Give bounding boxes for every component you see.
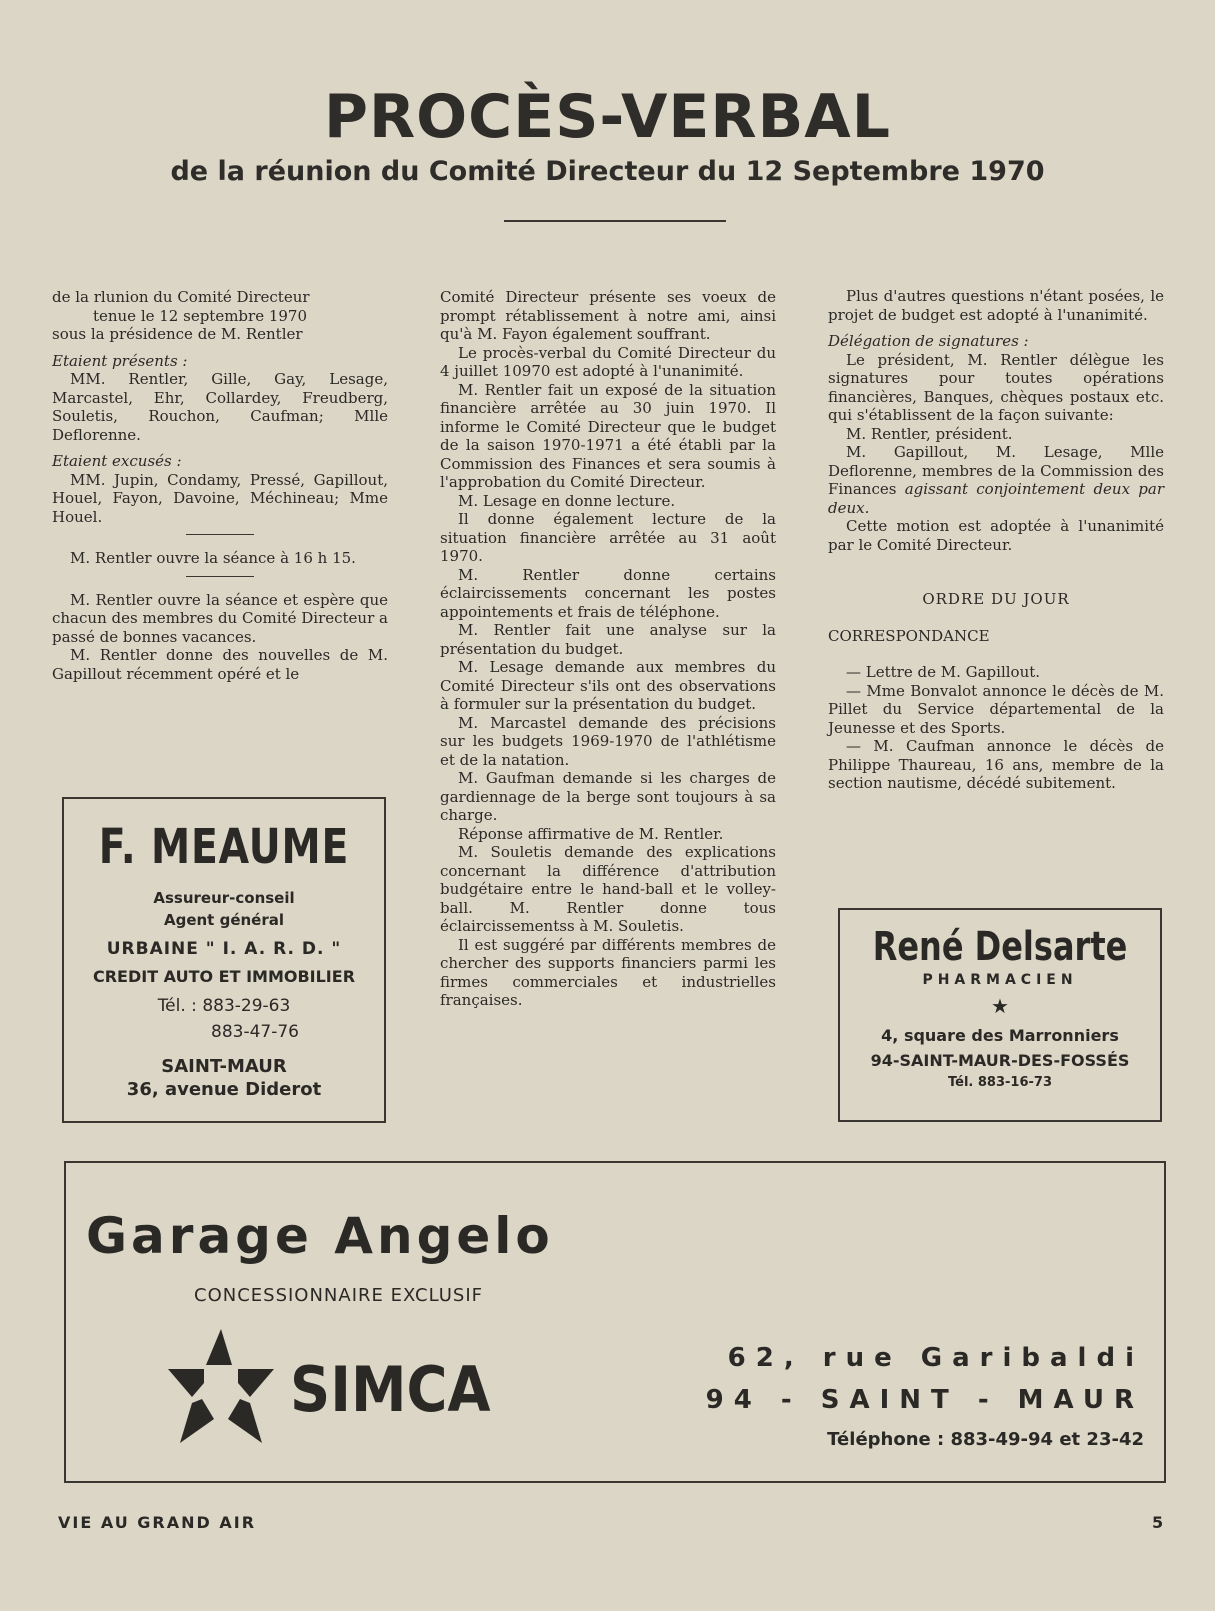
- star-icon: ★: [991, 994, 1009, 1018]
- ad-garage-name: Garage Angelo: [86, 1207, 554, 1265]
- ad-meaume-city: SAINT-MAUR: [161, 1056, 287, 1077]
- correspondance-heading: CORRESPONDANCE: [828, 626, 990, 645]
- column-3: [828, 287, 1164, 793]
- intro-line-2: tenue le 12 septembre 1970: [92, 306, 308, 325]
- paragraph: M. Gaufman demande si les charges de gardiennage de la berge sont toujours à sa charge.: [440, 769, 776, 824]
- ad-delsarte-address-1: 4, square des Marronniers: [881, 1026, 1119, 1045]
- ad-meaume-tel-2: 883-47-76: [211, 1022, 299, 1042]
- footer-publication: VIE AU GRAND AIR: [58, 1513, 257, 1532]
- paragraph: M. Rentler fait un exposé de la situation financière arrêtée au 30 juin 1970. Il informe le Comité Directeur que le budget de la saison 1970-1971 a été établi par la Commission des Finances et sera soumis à l'approbation du Comité Directeur.: [440, 380, 776, 491]
- presents-text: MM. Rentler, Gille, Gay, Lesage, Marcastel, Ehr, Collardey, Freudberg, Souletis, Rouchon, Caufman; Mlle Deflorenne.: [52, 370, 388, 444]
- ad-meaume-tel-row: [64, 996, 384, 1016]
- ad-meaume-tel-label: Tél. :: [157, 996, 197, 1016]
- paragraph: Le procès-verbal du Comité Directeur du 4 juillet 10970 est adopté à l'unanimité.: [440, 343, 776, 380]
- excuses-text: MM. Jupin, Condamy, Pressé, Gapillout, Houel, Fayon, Davoine, Méchineau; Mme Houel.: [52, 470, 388, 526]
- paragraph: M. Rentler donne certains éclaircissements concernant les postes appointements et frais de téléphone.: [440, 565, 776, 621]
- list-item: — Lettre de M. Gapillout.: [846, 663, 1041, 681]
- column-1: [52, 288, 388, 683]
- section-divider: [186, 534, 254, 535]
- ordre-du-jour-heading: ORDRE DU JOUR: [922, 590, 1070, 608]
- ad-meaume-street: 36, avenue Diderot: [126, 1079, 322, 1100]
- ad-delsarte-address-2: 94-SAINT-MAUR-DES-FOSSÉS: [870, 1051, 1130, 1070]
- ad-meaume-line: URBAINE " I. A. R. D. ": [106, 939, 342, 959]
- list-item: — Mme Bonvalot annonce le décès de M. Pillet du Service départemental de la Jeunesse et des Sports.: [828, 681, 1164, 737]
- paragraph: M. Rentler fait une analyse sur la présentation du budget.: [440, 621, 776, 658]
- ad-meaume-line: Agent général: [163, 911, 284, 929]
- paragraph-part: M. Gapillout, M. Lesage, Mlle Deflorenne, membres de la Commission des Finances: [828, 443, 1164, 498]
- ad-garage-address-2: 94 - SAINT - MAUR: [705, 1385, 1144, 1415]
- paragraph: Réponse affirmative de M. Rentler.: [458, 824, 724, 843]
- ad-meaume-tel-1: 883-29-63: [202, 996, 291, 1016]
- paragraph: Comité Directeur présente ses voeux de prompt rétablissement à notre ami, ainsi qu'à M. Fayon également souffrant.: [440, 288, 776, 343]
- footer-page-number: 5: [1152, 1513, 1164, 1532]
- presents-label: Etaient présents :: [52, 351, 188, 370]
- title-divider: [504, 220, 726, 222]
- excuses-label: Etaient excusés :: [52, 452, 182, 470]
- paragraph: Le président, M. Rentler délègue les signatures pour toutes opérations financières, Banques, chèques postaux etc. qui s'établissent de la façon suivante:: [828, 350, 1164, 424]
- paragraph: Il donne également lecture de la situation financière arrêtée au 31 août 1970.: [440, 510, 776, 565]
- intro-line-3: sous la présidence de M. Rentler: [52, 325, 303, 343]
- page-subtitle: de la réunion du Comité Directeur du 12 Septembre 1970: [170, 156, 1045, 187]
- ad-meaume-line: Assureur-conseil: [153, 889, 295, 907]
- delegation-label: Délégation de signatures :: [828, 332, 1029, 350]
- ad-garage-phone: Téléphone : 883-49-94 et 23-42: [827, 1429, 1144, 1450]
- ad-garage-angelo: [64, 1161, 1166, 1483]
- paragraph-italic-part: agissant conjointement deux par deux.: [828, 480, 1164, 517]
- paragraph: Cette motion est adoptée à l'unanimité par le Comité Directeur.: [828, 517, 1164, 554]
- ouvre-seance-2: M. Rentler ouvre la séance et espère que chacun des membres du Comité Directeur a passé de bonnes vacances.: [52, 590, 388, 646]
- list-item: — M. Caufman annonce le décès de Philippe Thaureau, 16 ans, membre de la section nautisme, décédé subitement.: [828, 737, 1164, 792]
- paragraph: Plus d'autres questions n'étant posées, le projet de budget est adopté à l'unanimité.: [828, 287, 1164, 324]
- ad-garage-concessionnaire: CONCESSIONNAIRE EXCLUSIF: [194, 1285, 483, 1306]
- simca-star-icon: [166, 1327, 276, 1447]
- ad-garage-address-1: 62, rue Garibaldi: [727, 1343, 1144, 1373]
- ad-garage-brand: SIMCA: [290, 1353, 491, 1426]
- ad-meaume: [62, 797, 386, 1123]
- intro-line-1: de la rlunion du Comité Directeur: [52, 288, 310, 306]
- paragraph: M. Lesage demande aux membres du Comité Directeur s'ils ont des observations à formuler sur la présentation du budget.: [440, 658, 776, 713]
- ad-delsarte-name: René Delsarte: [872, 924, 1128, 970]
- ad-meaume-line: CREDIT AUTO ET IMMOBILIER: [92, 967, 356, 986]
- ad-delsarte: [838, 908, 1162, 1122]
- paragraph: Il est suggéré par différents membres de chercher des supports financiers parmi les firmes commerciales et industrielles françaises.: [440, 935, 776, 1009]
- section-divider: [186, 576, 254, 577]
- ouvre-seance-1: M. Rentler ouvre la séance à 16 h 15.: [70, 549, 356, 567]
- paragraph: [828, 443, 1164, 517]
- ad-delsarte-role: PHARMACIEN: [922, 972, 1078, 988]
- paragraph: M. Marcastel demande des précisions sur les budgets 1969-1970 de l'athlétisme et de la natation.: [440, 713, 776, 769]
- paragraph: M. Rentler, président.: [846, 424, 1013, 443]
- page-title: PROCÈS-VERBAL: [324, 82, 891, 152]
- column-2: [440, 288, 776, 1010]
- ad-delsarte-tel: Tél. 883-16-73: [948, 1075, 1052, 1090]
- paragraph: M. Souletis demande des explications concernant la différence d'attribution budgétaire entre le hand-ball et le volley-ball. M. Rentler donne tous éclaircissementss à M. Souletis.: [440, 843, 776, 935]
- ad-meaume-name: F. MEAUME: [98, 819, 350, 875]
- nouvelles-paragraph: M. Rentler donne des nouvelles de M. Gapillout récemment opéré et le: [52, 646, 388, 683]
- paragraph: M. Lesage en donne lecture.: [458, 491, 676, 510]
